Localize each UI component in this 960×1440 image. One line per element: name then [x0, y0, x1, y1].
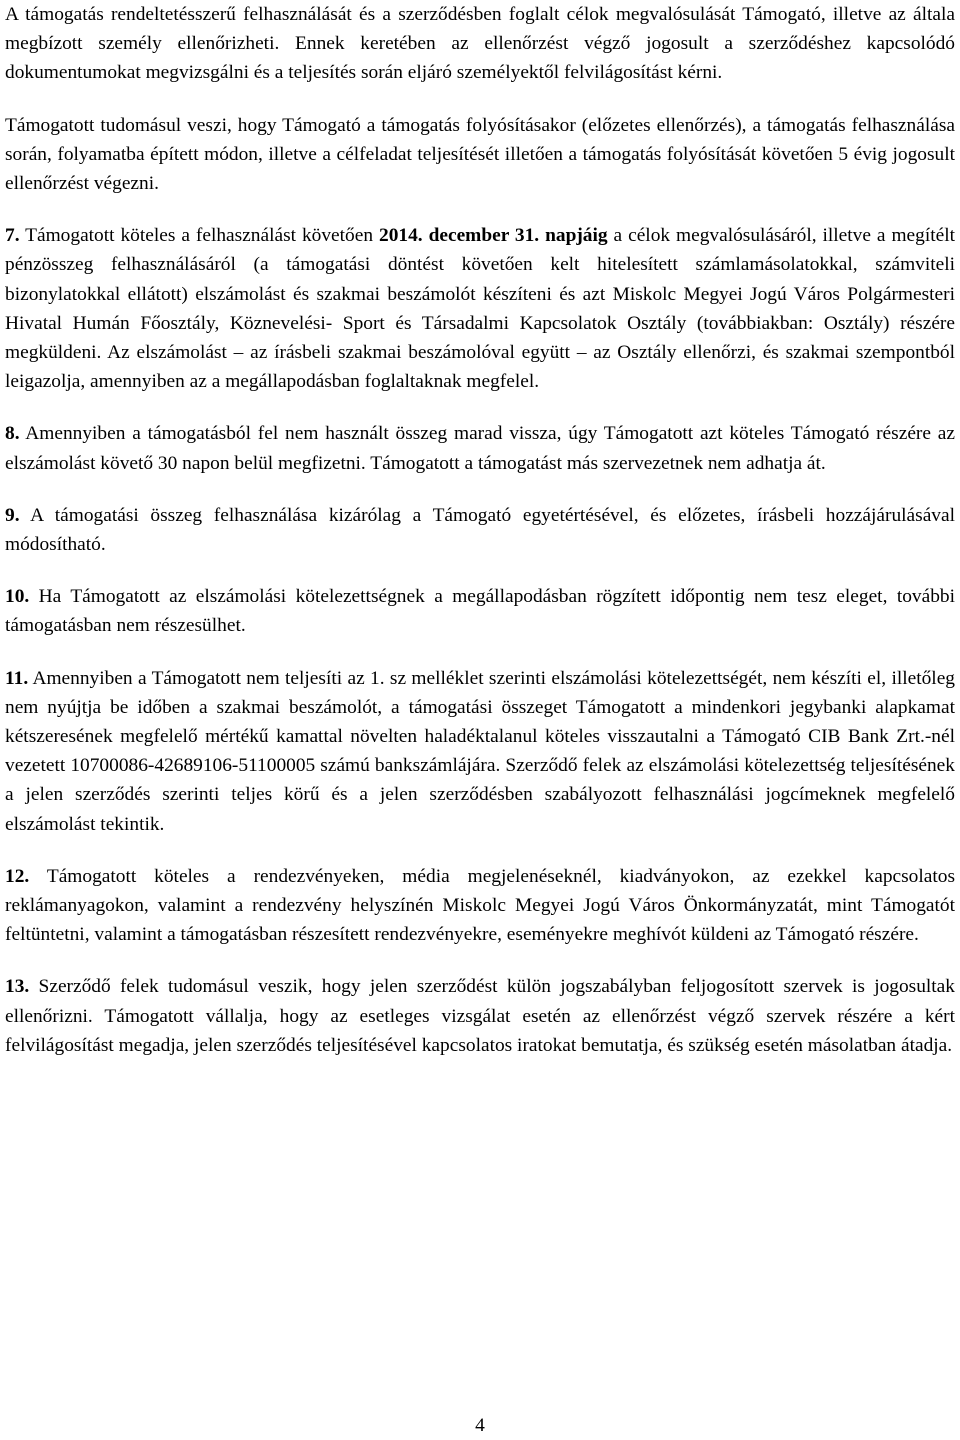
section-text: Amennyiben a Támogatott nem teljesíti az 1. sz melléklet szerinti elszámolási kötelezettségét, nem készíti el, illetőleg nem nyújtja be időben a szakmai beszámolót, a támogatási összeget Támogatott a mindenkori jegybanki alapkamat kétszeresének megfelelő mértékű kamattal növelten haladéktalanul köteles visszautalni a Támogató CIB Bank Zrt.-nél vezetett 10700086-42689106-51100005 számú bankszámlájára. Szerződő felek az elszámolási kötelezettség teljesítésének a jelen szerződés szerinti teljes körű és a jelen szerződésben szabályozott felhasználási jogcímeknek megfelelő elszámolást tekintik.	[5, 667, 955, 835]
section-number: 7.	[5, 225, 20, 247]
section-12	[5, 862, 955, 950]
deadline-date: 2014. december 31. napjáig	[379, 225, 608, 247]
section-11	[5, 664, 955, 839]
section-10	[5, 582, 955, 640]
paragraph-intro: A támogatás rendeltetésszerű felhasználását és a szerződésben foglalt célok megvalósulását Támogató, illetve az általa megbízott személy ellenőrizheti. Ennek keretében az ellenőrzést végző jogosult a szerződéshez kapcsolódó dokumentumokat megvizsgálni és a teljesítés során eljáró személyektől felvilágosítást kérni.	[5, 4, 955, 84]
section-text: A támogatási összeg felhasználása kizárólag a Támogató egyetértésével, és előzetes, írásbeli hozzájárulásával módosítható.	[5, 504, 955, 556]
section-8	[5, 419, 955, 477]
section-7	[5, 221, 955, 396]
document-page	[5, 0, 955, 1060]
section-text: Támogatott köteles a rendezvényeken, média megjelenéseknél, kiadványokon, az ezekkel kapcsolatos reklámanyagokon, valamint a rendezvény helyszínén Miskolc Megyei Jogú Város Önkormányzatát, mint Támogatót feltüntetni, valamint a támogatásban részesített rendezvényekre, eseményekre meghívót küldeni az Támogató részére.	[5, 865, 956, 946]
section-number: 12.	[5, 865, 30, 887]
section-text: a célok megvalósulásáról, illetve a megítélt pénzösszeg felhasználásáról (a támogatási döntést követően kelt hitelesített számlamásolatokkal, számviteli bizonylatokkal ellátott) elszámolást és szakmai beszámolót készíteni és azt Miskolc Megyei Jogú Város Polgármesteri Hivatal Humán Főosztály, Köznevelési- Sport és Társadalmi Kapcsolatok Osztály (továbbiakban: Osztály) részére megküldeni. Az elszámolást – az írásbeli szakmai beszámolóval együtt – az Osztály ellenőrzi, és szakmai szempontból leigazolja, amennyiben az a megállapodásban foglaltaknak megfelel.	[5, 225, 955, 393]
section-text: Ha Támogatott az elszámolási kötelezettségnek a megállapodásban rögzített időpontig nem tesz eleget, további támogatásban nem részesülhet.	[5, 586, 955, 637]
section-text: Amennyiben a támogatásból fel nem használt összeg marad vissza, úgy Támogatott azt köteles Támogató részére az elszámolást követő 30 napon belül megfizetni. Támogatott a támogatást más szervezetnek nem adhatja át.	[5, 423, 955, 474]
section-13	[5, 972, 955, 1060]
page-number: 4	[475, 1415, 485, 1436]
paragraph-inspection-period: Támogatott tudomásul veszi, hogy Támogató a támogatás folyósításakor (előzetes ellenőrzés), a támogatás felhasználása során, folyamatba épített módon, illetve a célfeladat teljesítését illetően a támogatás folyósítását követően 5 évig jogosult ellenőrzést végezni.	[5, 114, 955, 195]
section-number: 9.	[5, 504, 20, 526]
section-number: 8.	[5, 423, 20, 445]
section-9	[5, 501, 955, 559]
section-number: 13.	[5, 976, 30, 998]
section-text: Szerződő felek tudomásul veszik, hogy jelen szerződést külön jogszabályban feljogosított szervek is jogosultak ellenőrizni. Támogatott vállalja, hogy az esetleges vizsgálat esetén az ellenőrzést végző szervek részére a kért felvilágosítást megadja, jelen szerződés teljesítésével kapcsolatos iratokat bemutatja, és szükség esetén másolatban átadja.	[5, 976, 955, 1056]
section-text: Támogatott köteles a felhasználást követően	[25, 225, 374, 247]
section-number: 11.	[5, 667, 29, 689]
section-number: 10.	[5, 586, 30, 608]
